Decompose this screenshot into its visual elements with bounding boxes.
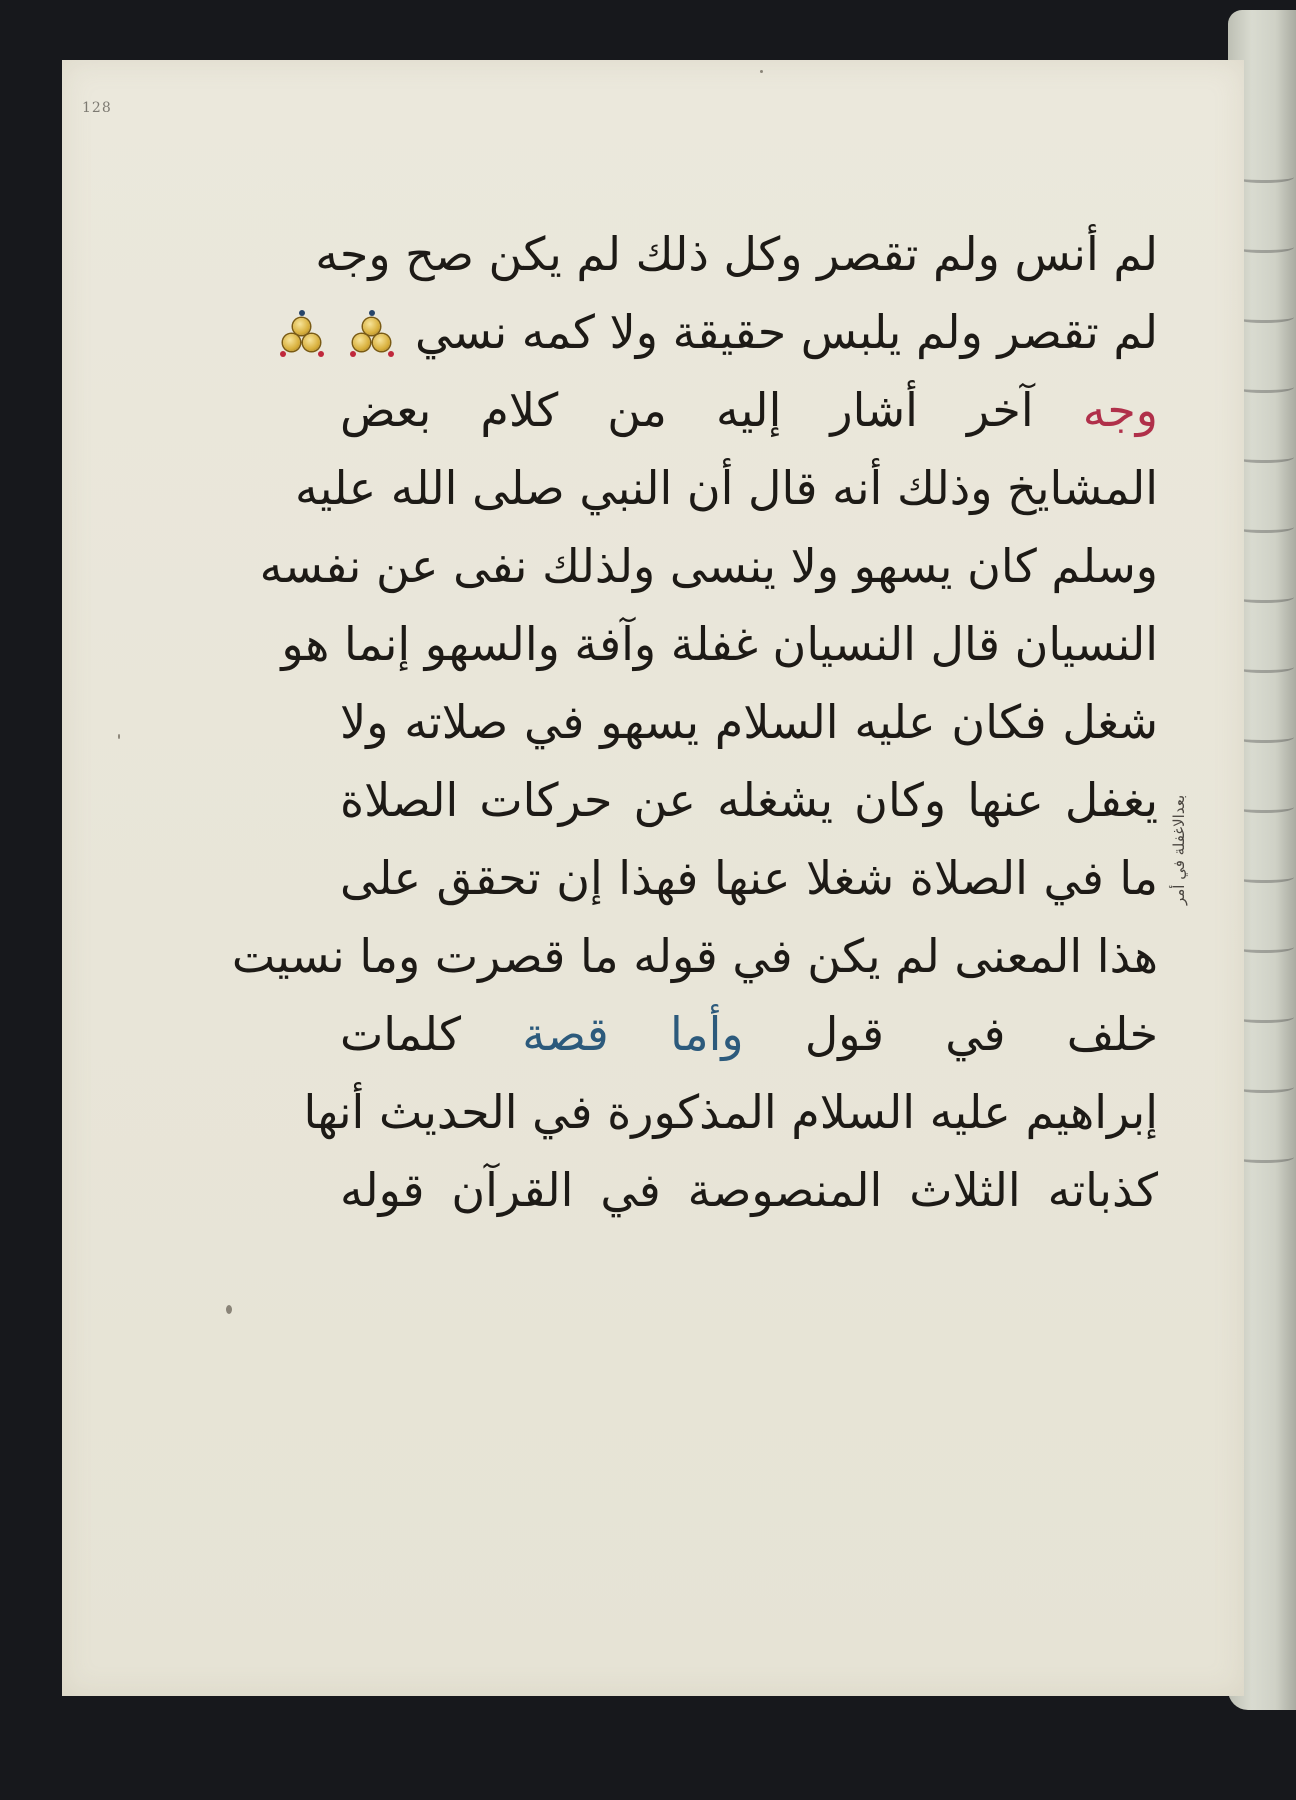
gold-ornament-icon xyxy=(280,316,324,356)
marginal-note: بعدالاغفلة في أمر xyxy=(1170,794,1188,905)
text-line-5-content: وسلم كان يسهو ولا ينسى ولذلك نفى عن نفسه xyxy=(259,539,1158,593)
text-block xyxy=(231,215,1159,1229)
text-line-5 xyxy=(259,527,1158,605)
text-line-11-after: كلمات xyxy=(340,1007,462,1061)
text-line-13 xyxy=(340,1151,1158,1229)
text-line-1-content: لم أنس ولم تقصر وكل ذلك لم يكن صح وجه xyxy=(315,227,1158,281)
rubric-heading-blue: وأما قصة xyxy=(522,1007,744,1061)
text-line-9 xyxy=(340,839,1158,917)
text-line-8-content: يغفل عنها وكان يشغله عن حركات الصلاة xyxy=(340,773,1158,827)
text-line-2-content: لم تقصر ولم يلبس حقيقة ولا كمه نسي xyxy=(414,305,1158,359)
paper-speck xyxy=(226,1305,232,1314)
text-line-3 xyxy=(340,371,1158,449)
text-line-11-before: خلف في قول xyxy=(804,1007,1159,1061)
paper-speck xyxy=(118,734,120,739)
rubric-heading-red: وجه xyxy=(1082,383,1158,437)
text-line-7-content: شغل فكان عليه السلام يسهو في صلاته ولا xyxy=(340,695,1158,749)
text-line-3-content: آخر أشار إليه من كلام بعض xyxy=(340,383,1034,437)
text-line-4 xyxy=(294,449,1158,527)
text-line-10-content: هذا المعنى لم يكن في قوله ما قصرت وما نسيت xyxy=(231,929,1158,983)
text-line-6-content: النسيان قال النسيان غفلة وآفة والسهو إنما هو xyxy=(281,617,1158,671)
text-line-12-content: إبراهيم عليه السلام المذكورة في الحديث أنها xyxy=(303,1085,1158,1139)
text-line-8 xyxy=(340,761,1158,839)
text-line-7 xyxy=(340,683,1158,761)
text-line-10 xyxy=(231,917,1158,995)
text-line-4-content: المشايخ وذلك أنه قال أن النبي صلى الله عليه xyxy=(294,461,1158,515)
text-line-12 xyxy=(303,1073,1158,1151)
text-line-1 xyxy=(315,215,1158,293)
text-line-2 xyxy=(340,293,1158,371)
paper-speck xyxy=(760,70,763,73)
text-line-13-content: كذباته الثلاث المنصوصة في القرآن قوله xyxy=(340,1163,1158,1217)
text-line-11 xyxy=(340,995,1158,1073)
text-line-9-content: ما في الصلاة شغلا عنها فهذا إن تحقق على xyxy=(340,851,1158,905)
gold-ornament-icon xyxy=(350,316,394,356)
page-number: 128 xyxy=(82,100,112,116)
text-line-6 xyxy=(281,605,1158,683)
